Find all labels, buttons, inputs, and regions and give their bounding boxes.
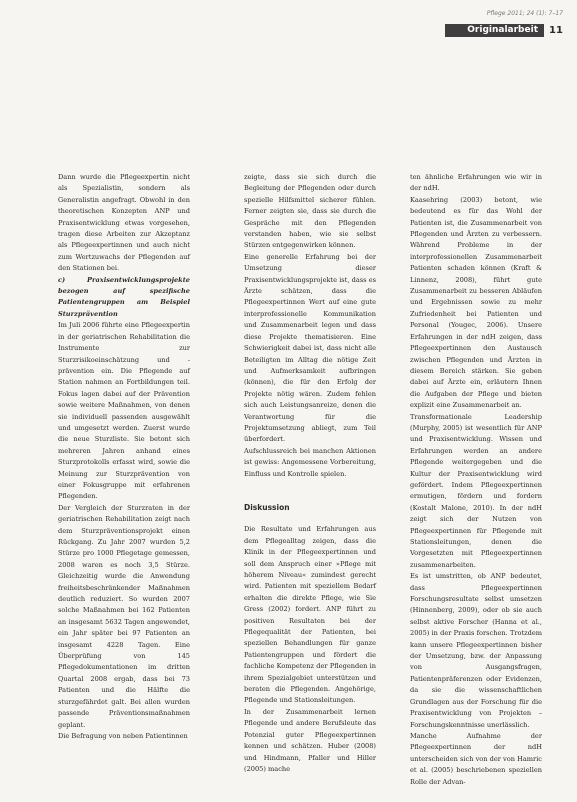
paragraph: Manche Aufnahme der Pflegeexpertinnen der ndH unterscheiden sich von der von Hamric et al. (2005) beschriebenen speziellen Rolle der Advan-: [410, 731, 542, 786]
paragraph: In der Zusammenarbeit lernen Pflegende und andere Berufsleute das Potenzial guter Pflegeexpertinnen kennen und schätzen. Huber (2008) und Hindmann, Pfaller und Hiller (2005) mache: [244, 707, 376, 773]
page-number: 11: [549, 25, 563, 36]
paragraph: Es ist umstritten, ob ANP bedeutet, dass Pflegeexpertinnen Forschungsresultate selbst umsetzen (Hinnenberg, 2009), oder ob sie auch selbst aktive Forscher (Hanna et al., 2005) in der Praxis forschen. Trotzdem kann unsere Pflegeexpertinnen bisher der Umsetzung, bzw. der Anpassung von Ausgangsfragen, Patientenpräferenzen oder Evidenzen, da sie die wissenschaftlichen Grundlagen aus der Forschung für die Praxisentwicklung von Projekten – Forschungskenntnisse unerlässlich.: [410, 572, 542, 729]
paragraph: Die Befragung von neben Patientinnen: [58, 731, 188, 740]
section-label: Originalarbeit: [445, 24, 544, 37]
text-column-3: [410, 172, 542, 794]
paragraph: Die Resultate und Erfahrungen aus dem Pflegealltag zeigen, dass die Klinik in der Pflegeexpertinnen und soll dem Anspruch einer »Pflege mit höherem Niveau« zumindest gerecht wird. Patienten mit speziellem Bedarf erhalten die direkte Pflege, wie Sie Gress (2002) fordert. ANP führt zu positiven Resultaten bei der Pflegequalität der Patienten, bei speziellen Behandlungen für ganze Patientengruppen und fördert die fachliche Kompetenz der Pflegenden in ihrem Spezialgebiet unterstützen und beraten die Pflegenden. Angehörige, Pflegende und Stationsleitungen.: [244, 525, 376, 705]
paragraph: Der Vergleich der Sturzraten in der geriatrischen Rehabilitation zeigt nach dem Sturzpräventionsprojekt einen Rückgang. Zu Jahr 2007 wurden 5,2 Stürze pro 1000 Pflegetage gemessen, 2008 waren es noch 3,5 Stürze. Gleichzeitig wurde die Anwendung freiheitsbeschränkender Maßnahmen deutlich reduziert. So wurden 2007 solche Maßnahmen bei 162 Patienten an insgesamt 5632 Tagen angewendet, ein Jahr später bei 97 Patienten an insgesamt 4228 Tagen. Eine Überprüfung von 145 Pflegedokumentationen im dritten Quartal 2008 ergab, dass bei 73 Patienten und die Hälfte die sturzgefährdet galt. Bei allen wurden passende Präventionsmaßnahmen geplant.: [58, 503, 190, 729]
paragraph: Im Juli 2006 führte eine Pflegeexpertin in der geriatrischen Rehabilitation die Instrumente zur Sturzrisikoeinschätzung und -prävention ein. Die Pflegende auf Station nahmen an Fortbildungen teil. Fokus lagen dabei auf der Prävention sowie weitere Maßnahmen, von denen sie individuell passenden ausgewählt und umgesetzt werden. Zuerst wurde die neue Sturzliste. Sie betont sich mehreren Jahren anhand eines Sturzprotokolls erfasst wird, sowie die Meinung zur Sturzprävention von einer Fokusgruppe mit erfahrenen Pflegenden.: [58, 321, 190, 501]
paragraph: Aufschlussreich bei manchen Aktionen ist gewiss: Angemessene Vorbereitung, Einfluss und Kontrolle spielen.: [244, 446, 376, 478]
journal-citation: Pflege 2011; 24 (1): 7–17: [486, 10, 563, 17]
paragraph: Dann wurde die Pflegeexpertin nicht als Spezialistin, sondern als Generalistin angefragt. Obwohl in den theoretischen Konzepten ANP und Praxisentwicklung etwas vorgesehen, tragen diese Arbeiten zur Akzeptanz als Pflegeexpertinnen und auch nicht zum Wertzuwachs der Pflegenden auf den Stationen bei.: [58, 173, 190, 273]
paragraph: zeigte, dass sie sich durch die Begleitung der Pflegenden oder durch spezielle Hilfsmittel sicherer fühlen. Ferner zeigten sie, dass sie durch die Gespräche mit den Pflegenden verstanden haben, wie sie selbst Stürzen entgegenwirken können.: [244, 173, 376, 250]
paragraph: Kaasehring (2003) betont, wie bedeutend es für das Wohl der Patienten ist, die Zusammenarbeit von Pflegenden und Ärzten zu verbessern. Während Probleme in der interprofessionellen Zusammenarbeit Patienten schaden können (Kraft & Linnenz, 2008), führt gute Zusammenarbeit zu besseren Abläufen und Ergebnissen sowie zu mehr Zufriedenheit bei Patienten und Personal (Yougec, 2006). Unsere Erfahrungen in der ndH zeigen, dass Pflegeexpertinnen den Austausch zwischen Pflegenden und Ärzten in diesem Bereich stärken. Sie geben dabei auf Ärzte ein, erläutern Ihnen die Aufgaben der Pflege und bieten explizit eine Zusammenarbeit an.: [410, 195, 542, 410]
paragraph: ten ähnliche Erfahrungen wie wir in der ndH.: [410, 173, 542, 193]
text-column-2: [244, 172, 376, 794]
text-column-1: [58, 172, 190, 794]
subheading: c) Praxisentwicklungsprojekte bezogen auf spezifische Patientengruppen am Beispiel Sturzprävention: [58, 275, 190, 318]
section-heading-diskussion: Diskussion: [244, 502, 290, 512]
paragraph: Eine generelle Erfahrung bei der Umsetzung dieser Praxisentwicklungsprojekte ist, dass es Ärzte schätzen, dass die Pflegeexpertinnen Wert auf eine gute interprofessionelle Kommunikation und Zusammenarbeit legen und dass diese Projekte thematisieren. Eine Schwierigkeit dabei ist, dass nicht alle Beteiligten im Alltag die nötige Zeit und Aufmerksamkeit aufbringen (können), die für den Erfolg der Projekte nötig wären. Zudem fehlen sich auch Leistungsanreize, denen die Verantwortung für die Projektumsetzung abliegt, zum Teil überfordert.: [244, 252, 376, 444]
paragraph: Transformationale Leadership (Murphy, 2005) ist wesentlich für ANP und Praxisentwicklung. Wissen und Erfahrungen werden an andere Pflegende weitergegeben und die Kultur der Praxisentwicklung wird gefördert. Indem Pflegeexpertinnen ermutigen, fördern und fordern (Kostalt Malone, 2010). In der ndH zeigt sich der Nutzen von Pflegeexpertinnen für Pflegende mit Stationsleitungen, denen die Vorgesetzten mit Pflegeexpertinnen zusammenarbeiten.: [410, 412, 542, 569]
